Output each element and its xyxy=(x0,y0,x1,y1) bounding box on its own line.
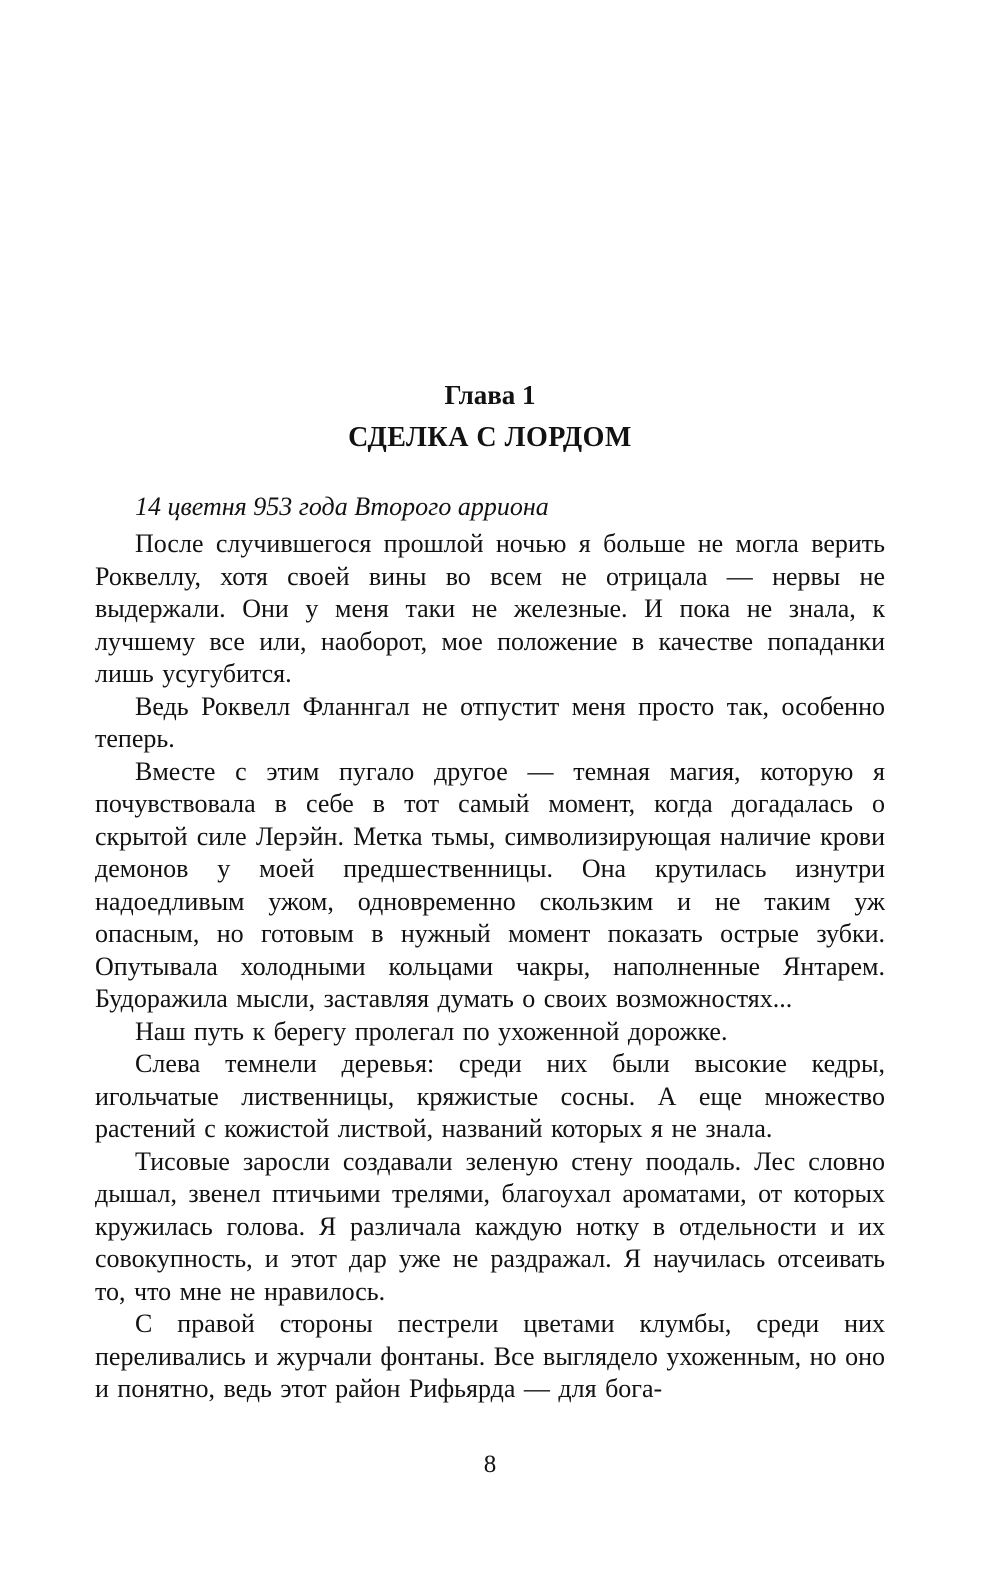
paragraph-5: Слева темнели деревья: среди них были высокие кедры, игольчатые лиственницы, кряжистые сосны. А еще множество растений с кожистой листвой, названий которых я не знала. xyxy=(95,1049,885,1143)
paragraph-1: После случившегося прошлой ночью я больше не могла верить Роквеллу, хотя своей вины во всем не отрицала — нервы не выдержали. Они у меня таки не железные. И пока не знала, к лучшему все или, наоборот, мое положение в качестве попаданки лишь усугубится. xyxy=(95,529,885,688)
chapter-title: СДЕЛКА С ЛОРДОМ xyxy=(348,422,632,453)
paragraph-4: Наш путь к берегу пролегал по ухоженной дорожке. xyxy=(135,1016,728,1046)
page-number: 8 xyxy=(483,1451,497,1478)
paragraph-7: С правой стороны пестрели цветами клумбы, среди них переливались и журчали фонтаны. Все выглядело ухоженным, но оно и понятно, ведь этот район Рифьярда — для бога- xyxy=(95,1309,885,1403)
chapter-label: Глава 1 xyxy=(444,380,536,410)
chapter-heading xyxy=(95,378,885,456)
paragraph-3: Вместе с этим пугало другое — темная магия, которую я почувствовала в себе в тот самый момент, когда догадалась о скрытой силе Лерэйн. Метка тьмы, символизирующая наличие крови демонов у моей предшественницы. Она крутилась изнутри надоедливым ужом, одновременно скользким и не таким уж опасным, но готовым в нужный момент показать острые зубки. Опутывала холодными кольцами чакры, наполненные Янтарем. Будоражила мысли, заставляя думать о своих возможностях... xyxy=(95,756,885,1013)
date-line: 14 цветня 953 года Второго арриона xyxy=(135,492,549,521)
paragraph-2: Ведь Роквелл Фланнгал не отпустит меня просто так, особенно теперь. xyxy=(95,691,885,753)
paragraph-6: Тисовые заросли создавали зеленую стену поодаль. Лес словно дышал, звенел птичьими трелями, благоухал ароматами, от которых кружилась голова. Я различала каждую нотку в отдельности и их совокупность, и этот дар уже не раздражал. Я научилась отсеивать то, что мне не нравилось. xyxy=(95,1146,885,1306)
